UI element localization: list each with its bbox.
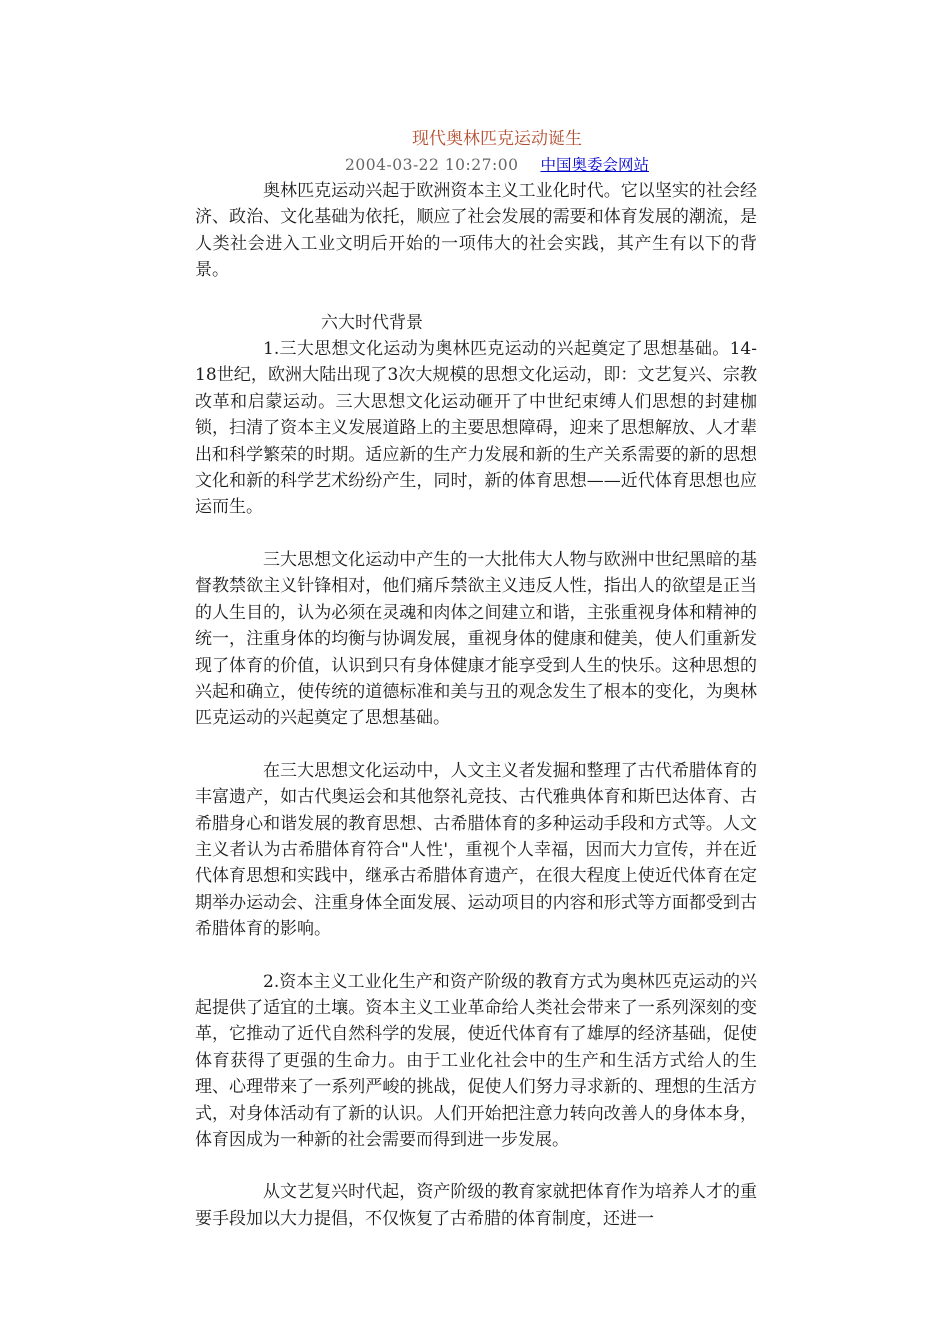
source-link[interactable]: 中国奥委会网站 [540,156,649,174]
intro-paragraph: 奥林匹克运动兴起于欧洲资本主义工业化时代。它以坚实的社会经济、政治、文化基础为依托，顺应了社会发展的需要和体育发展的潮流，是人类社会进入工业文明后开始的一项伟大的社会实践，其产生有以下的背景。 [195,181,757,281]
publish-date: 2004-03-22 10:27:00 [345,156,519,174]
article-meta [195,152,757,178]
paragraph-4: 2.资本主义工业化生产和资产阶级的教育方式为奥林匹克运动的兴起提供了适宜的土壤。资本主义工业革命给人类社会带来了一系列深刻的变革，它推动了近代自然科学的发展，使近代体育有了雄厚的经济基础，促使体育获得了更强的生命力。由于工业化社会中的生产和生活方式给人的生理、心理带来了一系列严峻的挑战，促使人们努力寻求新的、理想的生活方式，对身体活动有了新的认识。人们开始把注意力转向改善人的身体本身，体育因成为一种新的社会需要而得到进一步发展。 [195,971,757,1150]
spacer [195,1153,757,1179]
article-title: 现代奥林匹克运动诞生 [412,129,582,149]
spacer [195,284,757,310]
spacer [195,521,757,547]
spacer [195,943,757,969]
spacer [195,732,757,758]
section-heading: 六大时代背景 [321,312,423,333]
paragraph-2: 三大思想文化运动中产生的一大批伟大人物与欧洲中世纪黑暗的基督教禁欲主义针锋相对，他们痛斥禁欲主义违反人性，指出人的欲望是正当的人生目的，认为必须在灵魂和肉体之间建立和谐，主张重视身体和精神的统一，注重身体的均衡与协调发展，重视身体的健康和健美，使人们重新发现了体育的价值，认识到只有身体健康才能享受到人生的快乐。这种思想的兴起和确立，使传统的道德标准和美与丑的观念发生了根本的变化，为奥林匹克运动的兴起奠定了思想基础。 [195,549,757,729]
paragraph-1: 1.三大思想文化运动为奥林匹克运动的兴起奠定了思想基础。14-18世纪，欧洲大陆出现了3次大规模的思想文化运动，即：文艺复兴、宗教改革和启蒙运动。三大思想文化运动砸开了中世纪束缚人们思想的封建枷锁，扫清了资本主义发展道路上的主要思想障碍，迎来了思想解放、人才辈出和科学繁荣的时期。适应新的生产力发展和新的生产关系需要的新的思想文化和新的科学艺术纷纷产生，同时，新的体育思想——近代体育思想也应运而生。 [195,339,757,518]
paragraph-5: 从文艺复兴时代起，资产阶级的教育家就把体育作为培养人才的重要手段加以大力提倡，不仅恢复了古希腊的体育制度，还进一 [195,1182,757,1229]
paragraph-3: 在三大思想文化运动中，人文主义者发掘和整理了古代希腊体育的丰富遗产，如古代奥运会和其他祭礼竞技、古代雅典体育和斯巴达体育、古希腊身心和谐发展的教育思想、古希腊体育的多种运动手段和方式等。人文主义者认为古希腊体育符合"人性'，重视个人幸福，因而大力宣传，并在近代体育思想和实践中，继承古希腊体育遗产，在很大程度上使近代体育在定期举办运动会、注重身体全面发展、运动项目的内容和形式等方面都受到古希腊体育的影响。 [195,760,757,940]
article [195,126,757,1232]
